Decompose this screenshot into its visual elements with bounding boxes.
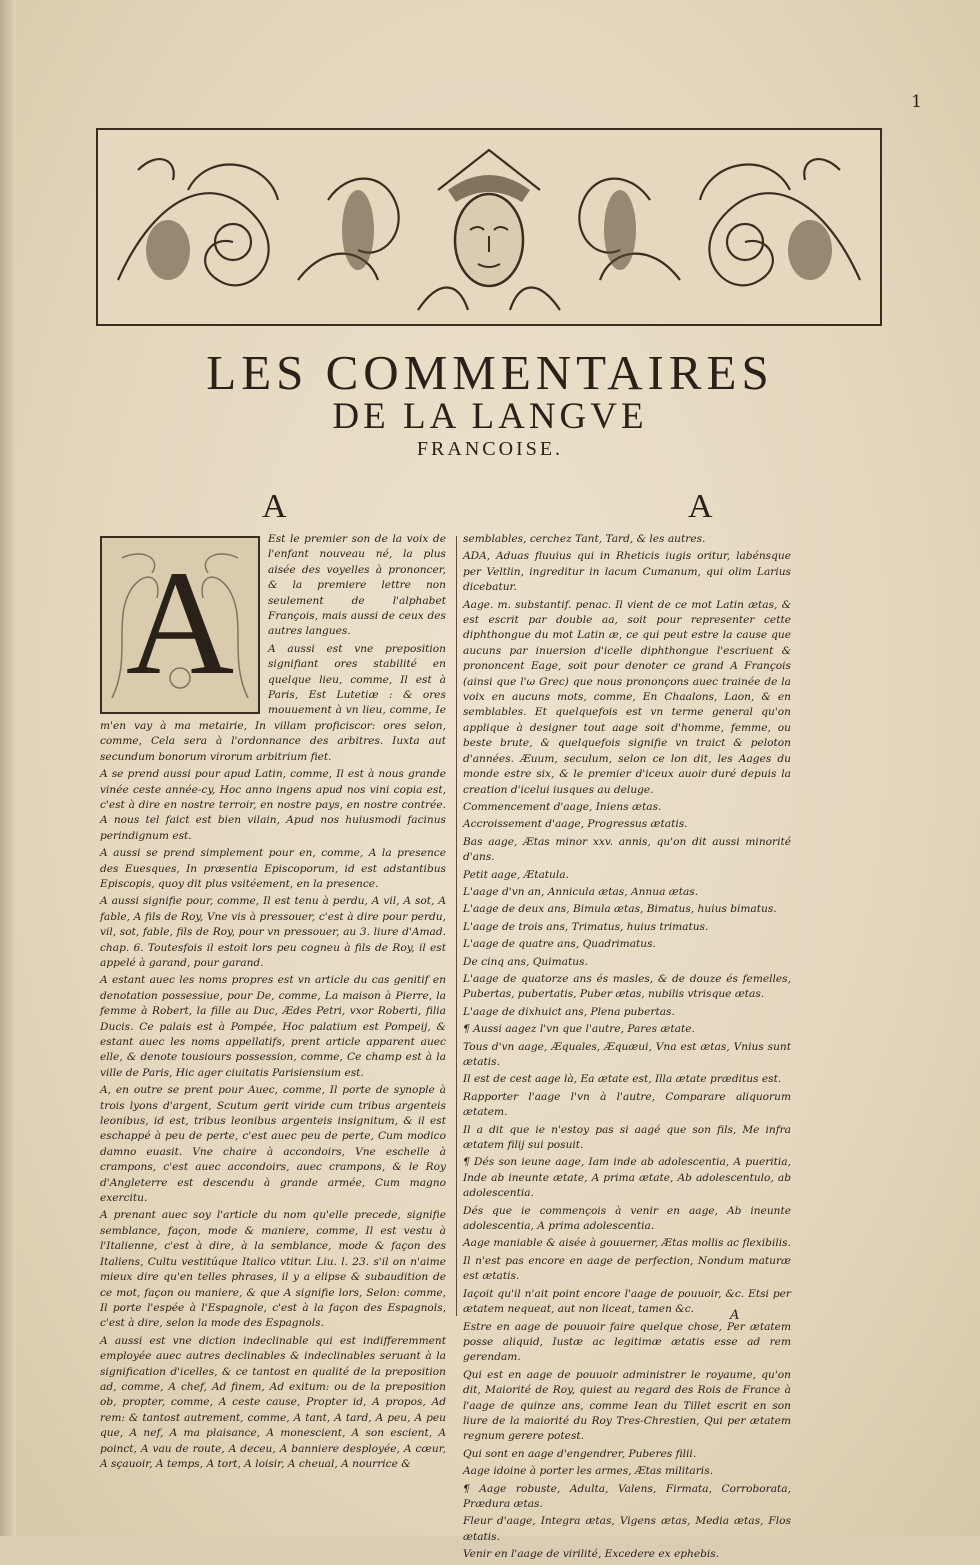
entry-paragraph: L'aage de deux ans, Bimula ætas, Bimatus, huius bimatus. <box>463 903 777 916</box>
entry-paragraph: Qui sont en aage d'engendrer, Puberes filii. <box>463 1447 697 1460</box>
catchword: A <box>730 1308 740 1323</box>
entry-paragraph: L'aage de quatre ans, Quadrimatus. <box>463 938 656 951</box>
entry-paragraph: Est le premier son de la voix de l'enfant nouveau né, la plus aisée des voyelles à prononcer, & la premiere lettre non seulement de l'alphabet François, mais aussi de ceux des autres langues. <box>268 533 446 638</box>
entry-paragraph: ¶ Aage robuste, Adulta, Valens, Firmata, Corroborata, Prædura ætas. <box>463 1482 791 1510</box>
entry-paragraph: L'aage de dixhuict ans, Plena pubertas. <box>463 1005 675 1018</box>
entry-paragraph: Il est de cest aage là, Ea ætate est, Illa ætate præditus est. <box>463 1073 782 1086</box>
folio-number: 1 <box>911 92 922 112</box>
entry-paragraph: L'aage de trois ans, Trimatus, huius trimatus. <box>463 920 709 933</box>
entry-paragraph: A, en outre se prent pour Auec, comme, Il porte de synople à trois lyons d'argent, Scutum gerit viride cum tribus argenteis leonibus, id est, tribus leonibus argenteis insignitum, & il est eschappé à peu de perte, c'est auec peu de perte, Cum modico damno euasit. Vne chaire à accondoirs, Vne eschelle à crampons, c'est auec accondoirs, auec crampons, & le Roy d'Angleterre est descendu à grande armée, Cum magno exercitu. <box>100 1084 446 1205</box>
entry-paragraph: ADA, Aduas fluuius qui in Rheticis iugis oritur, labénsque per Veltlin, ingreditur in lacum Cumanum, qui olim Larius dicebatur. <box>463 550 791 594</box>
entry-paragraph: Aage maniable & aisée à gouuerner, Ætas mollis ac flexibilis. <box>463 1237 791 1250</box>
dropcap-letter: A <box>125 540 235 706</box>
entry-paragraph: Il a dit que ie n'estoy pas si aagé que son fils, Me infra ætatem filij sui posuit. <box>463 1123 791 1152</box>
entry-paragraph: Accroissement d'aage, Progressus ætatis. <box>463 818 688 831</box>
right-column <box>463 532 791 1565</box>
entry-paragraph: Aage. m. substantif. penac. Il vient de ce mot Latin ætas, & est escrit par double aa, soit pour representer cette diphthongue du mot Latin æ, ce qui peut estre la cause que aucuns par inuersion d'icelle diphthongue l'escriuent & prononcent Eage, soit pour denoter ce grand A François (ainsi que l'ω Grec) que nous prononçons auec trainée de la voix en aucuns mots, comme, En Chaalons, Laon, & en semblables. Et quelquefois est vn terme general qu'on applique à designer tout aage soit d'homme, femme, ou beste brute, & quelquefois signifie vn traict & peloton d'années. Æuum, seculum, selon ce lon dit, les Aages du monde estre six, & le premier d'iceux auoir duré depuis la creation d'icelui iusques au deluge. <box>463 598 791 796</box>
headpiece-illustration <box>98 130 880 324</box>
entry-paragraph: Commencement d'aage, Iniens ætas. <box>463 800 662 813</box>
entry-paragraph: De cinq ans, Quimatus. <box>463 955 588 968</box>
entry-paragraph: A se prend aussi pour apud Latin, comme, Il est à nous grande vinée ceste année-cy, Hoc anno ingens apud nos vini copia est, c'est à dire en nostre terroir, en nostre pays, en nostre contrée. A nous tel faict est bien vilain, Apud nos huiusmodi facinus perindignum est. <box>100 768 446 842</box>
right-column-head: A <box>688 488 713 525</box>
column-divider <box>456 536 457 1316</box>
entry-paragraph: Iaçoit qu'il n'ait point encore l'aage de pouuoir, &c. Etsi per ætatem nequeat, aut non liceat, tamen &c. <box>463 1287 791 1316</box>
entry-paragraph: A aussi signifie pour, comme, Il est tenu à perdu, A vil, A sot, A fable, A fils de Roy, Vne vis à pressouer, c'est à dire pour perdu, vil, sot, fable, fils de Roy, pour vn pressouer, au 3. liure d'Amad. chap. 6. Toutesfois il estoit lors peu cogneu à fils de Roy, il est appelé à garand, pour garand. <box>100 895 446 969</box>
entry-paragraph: A aussi est vne diction indeclinable qui est indifferemment employée auec autres declinables & indeclinables seruant à la signification d'icelles, & ce tantost en qualité de la preposition ad, comme, A chef, Ad finem, Ad exitum: ou de la preposition ob, propter, comme, A ceste cause, Propter id, A propos, Ad rem: & tantost autrement, comme, A tant, A tard, A peu, A peu que, A nef, A ma plaisance, A monescient, A son escient, A poinct, A vau de route, A deceu, A banniere desployée, A cœur, A sçauoir, A temps, A tort, A loisir, A cheual, A nourrice & <box>100 1334 446 1470</box>
page-gutter <box>0 0 16 1536</box>
entry-paragraph: Dés que ie commençois à venir en aage, Ab ineunte adolescentia, A prima adolescentia. <box>463 1204 791 1233</box>
ornamental-headpiece <box>96 128 882 326</box>
entry-paragraph: Qui est en aage de pouuoir administrer le royaume, qu'on dit, Maiorité de Roy, quiest au regard des Rois de France à l'aage de quinze ans, comme Iean du Tillet escrit en son liure de la maiorité du Roy Tres-Chrestien, Qui per ætatem regnum gerere potest. <box>463 1368 791 1443</box>
entry-paragraph: Fleur d'aage, Integra ætas, Vigens ætas, Media ætas, Flos ætatis. <box>463 1515 791 1543</box>
entry-paragraph: A aussi se prend simplement pour en, comme, A la presence des Euesques, In præsentia Episcoporum, id est adstantibus Episcopis, quoy dit plus vsitéement, en la presence. <box>100 847 446 890</box>
decorated-initial <box>100 536 260 714</box>
left-column-head: A <box>262 488 287 525</box>
entry-paragraph: Aage idoine à porter les armes, Ætas militaris. <box>463 1465 713 1478</box>
left-column <box>100 532 446 1474</box>
title-line-3: FRANCOISE. <box>416 438 564 460</box>
entry-paragraph: Bas aage, Ætas minor xxv. annis, qu'on dit aussi minorité d'ans. <box>463 835 791 864</box>
title-line-2: DE LA LANGVE <box>332 396 648 437</box>
entry-paragraph: Estre en aage de pouuoir faire quelque chose, Per ætatem posse aliquid, Iustæ ac legitimæ ætatis esse ad rem gerendam. <box>463 1320 791 1364</box>
entry-paragraph: Il n'est pas encore en aage de perfection, Nondum maturæ est ætatis. <box>463 1254 791 1283</box>
title-line-1: LES COMMENTAIRES <box>206 345 774 400</box>
entry-paragraph: Venir en l'aage de virilité, Excedere ex ephebis. <box>463 1548 720 1561</box>
entry-paragraph: semblables, cerchez Tant, Tard, & les autres. <box>463 533 706 545</box>
entry-paragraph: Tous d'vn aage, Æquales, Æquæui, Vna est ætas, Vnius sunt ætatis. <box>463 1040 791 1068</box>
entry-paragraph: Petit aage, Ætatula. <box>463 868 569 881</box>
entry-paragraph: L'aage d'vn an, Annicula ætas, Annua ætas. <box>463 885 699 898</box>
entry-paragraph: A estant auec les noms propres est vn article du cas genitif en denotation possessiue, pour De, comme, La maison à Pierre, la femme à Robert, la fille au Duc, Ædes Petri, vxor Roberti, filia Ducis. Ce palais est à Pompée, Hoc palatium est Pompeij, & estant auec les noms appellatifs, prent article apparent auec elle, & denote tousiours possession, comme, Ce champ est à la ville de Paris, Hic ager ciuitatis Parisiensium est. <box>100 974 446 1079</box>
entry-paragraph: ¶ Aussi aagez l'vn que l'autre, Pares ætate. <box>463 1023 695 1036</box>
entry-paragraph: L'aage de quatorze ans és masles, & de douze és femelles, Pubertas, pubertatis, Puber ætas, nubilis vtrisque ætas. <box>463 972 791 1001</box>
entry-paragraph: Rapporter l'aage l'vn à l'autre, Comparare aliquorum ætatem. <box>463 1090 791 1119</box>
entry-paragraph: A aussi est vne preposition signifiant ores stabilité en quelque lieu, comme, Il est à Paris, Est Lutetiæ : & ores mouuement à vn lieu, comme, Ie m'en vay à ma metairie, In villam proficiscor: ores selon, comme, Cela sera à l'ordonnance des arbitres. Iuxta aut secundum bonorum virorum arbitrium fiet. <box>100 642 446 763</box>
entry-paragraph: ¶ Dés son ieune aage, Iam inde ab adolescentia, A pueritia, Inde ab ineunte ætate, A prima ætate, Ab adolescentulo, ab adolescentia. <box>463 1156 791 1200</box>
entry-paragraph: A prenant auec soy l'article du nom qu'elle precede, signifie semblance, façon, mode & maniere, comme, Il est vestu à l'Italienne, c'est à dire, à la semblance, mode & façon des Italiens, Cultu vestitúque Italico vtitur. Liu. l. 23. s'il on n'aime mieux dire qu'en telles phrases, il y a elipse & subaudition de ce mot, façon ou maniere, & que A signifie lors, Selon: comme, Il porte l'espée à l'Espagnole, c'est à la façon des Espagnols, c'est à dire, selon la mode des Espagnols. <box>100 1209 446 1330</box>
